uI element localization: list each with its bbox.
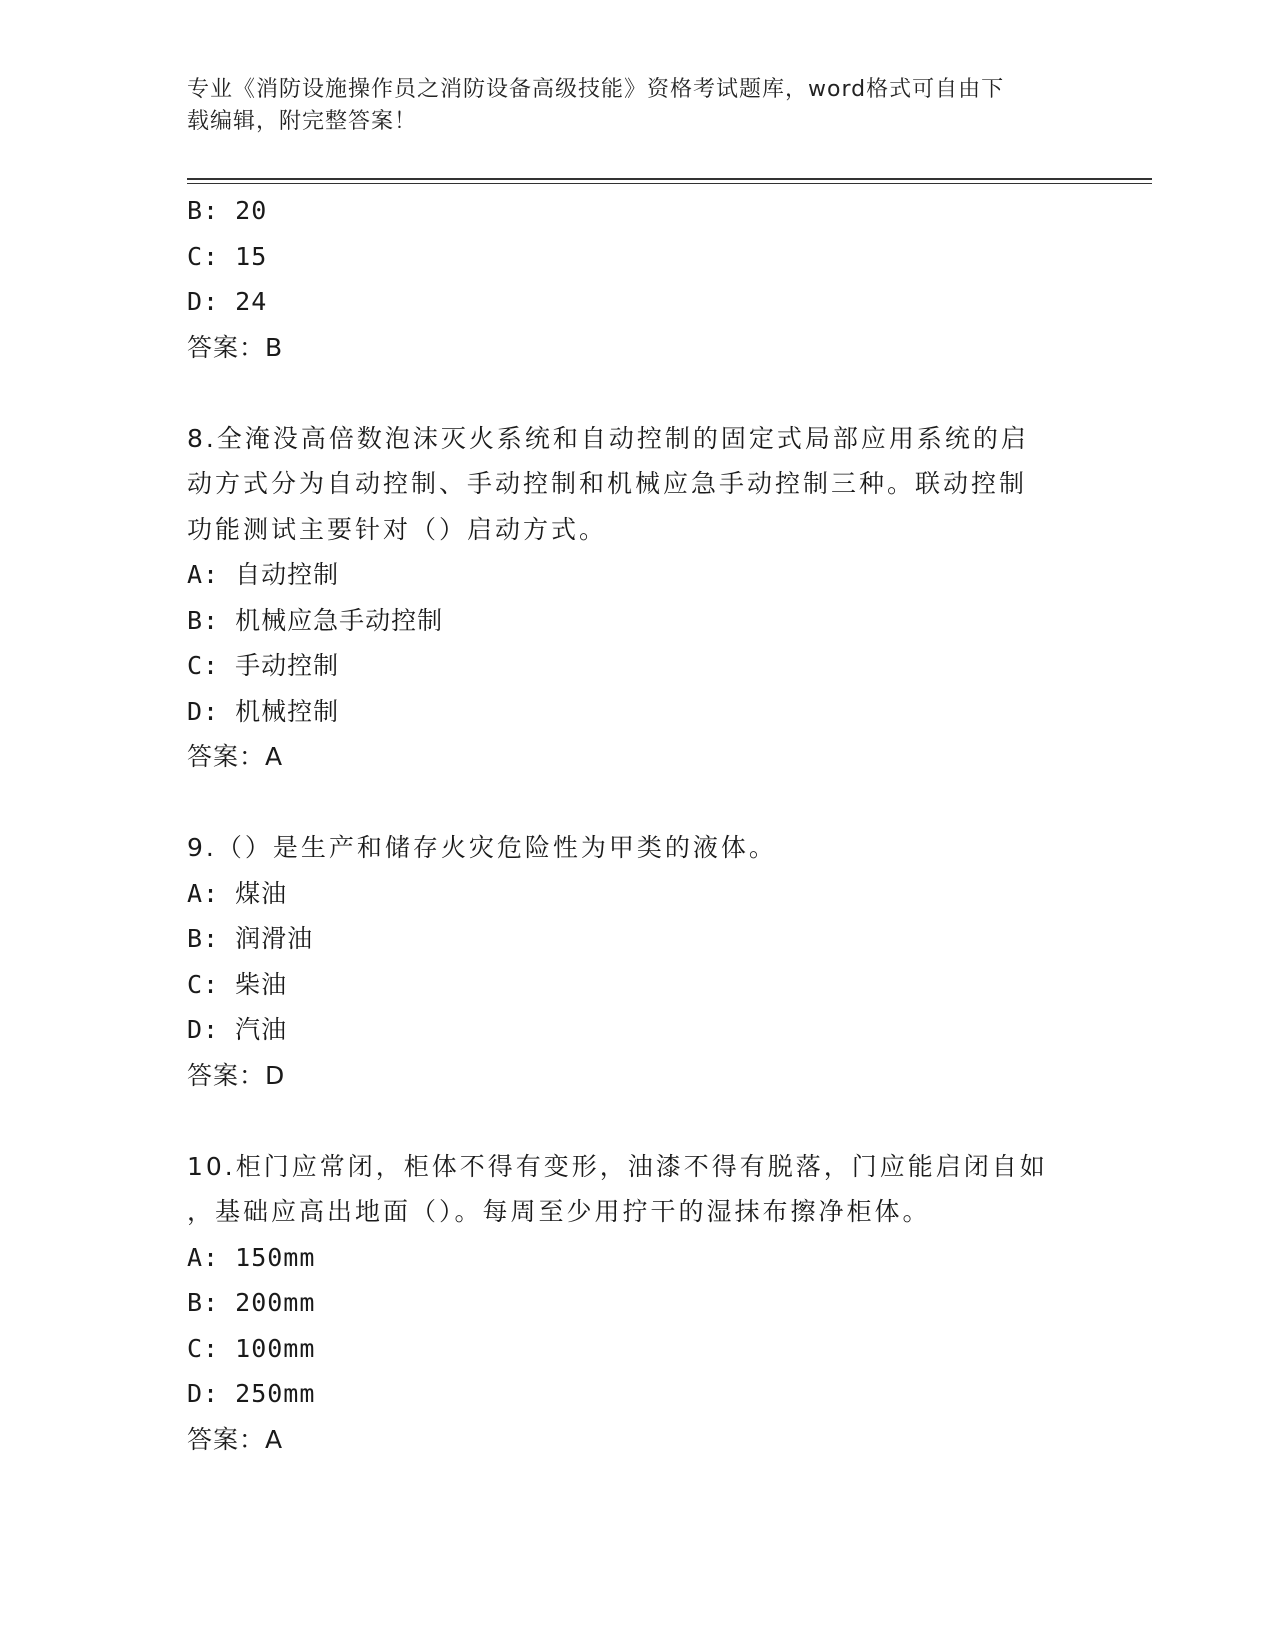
document-header: [187, 74, 1087, 138]
question-text-line: 功能测试主要针对（）启动方式。: [187, 514, 608, 544]
option-d: D: 250mm: [187, 1379, 316, 1408]
question-8: [187, 416, 1087, 780]
option-c: C: 手动控制: [187, 651, 340, 680]
question-10: [187, 1144, 1087, 1463]
question-text: [187, 825, 1087, 871]
question-text: [187, 1144, 1087, 1235]
spacer: [187, 1098, 1087, 1144]
header-line-1: 专业《消防设施操作员之消防设备高级技能》资格考试题库，word格式可自由下: [187, 77, 1005, 102]
question-text-line: 9.（）是生产和储存火灾危险性为甲类的液体。: [187, 833, 777, 862]
option-d: D: 汽油: [187, 1015, 288, 1044]
question-list: [187, 188, 1087, 1462]
option-d: D: 24: [187, 287, 268, 316]
option-b: B: 机械应急手动控制: [187, 605, 444, 635]
question-text-line: 8.全淹没高倍数泡沫灭火系统和自动控制的固定式局部应用系统的启: [187, 423, 1029, 453]
answer-line: 答案：A: [187, 742, 284, 771]
spacer: [187, 370, 1087, 416]
header-line-2: 载编辑，附完整答案！: [187, 109, 418, 134]
option-a: A: 150mm: [187, 1242, 316, 1272]
answer-line: 答案：B: [187, 332, 284, 362]
header-divider-thick: [187, 178, 1152, 180]
option-a: A: 煤油: [187, 878, 288, 908]
question-9: [187, 825, 1087, 1098]
header-divider-thin: [187, 183, 1152, 184]
question-text: [187, 416, 1087, 553]
spacer: [187, 780, 1087, 826]
question-text-line: ，基础应高出地面（）。每周至少用拧干的湿抹布擦净柜体。: [187, 1197, 931, 1226]
question-text-line: 10.柜门应常闭，柜体不得有变形，油漆不得有脱落，门应能启闭自如: [187, 1151, 1048, 1181]
question-text-line: 动方式分为自动控制、手动控制和机械应急手动控制三种。联动控制: [187, 469, 1028, 498]
option-b: B: 20: [187, 196, 268, 225]
option-d: D: 机械控制: [187, 696, 340, 726]
option-c: C: 柴油: [187, 969, 288, 999]
partial-question: [187, 188, 1087, 370]
option-c: C: 100mm: [187, 1333, 316, 1363]
answer-line: 答案：A: [187, 1424, 284, 1454]
option-b: B: 润滑油: [187, 924, 314, 953]
option-c: C: 15: [187, 241, 268, 271]
option-b: B: 200mm: [187, 1288, 316, 1317]
answer-line: 答案：D: [187, 1060, 286, 1090]
option-a: A: 自动控制: [187, 560, 340, 589]
